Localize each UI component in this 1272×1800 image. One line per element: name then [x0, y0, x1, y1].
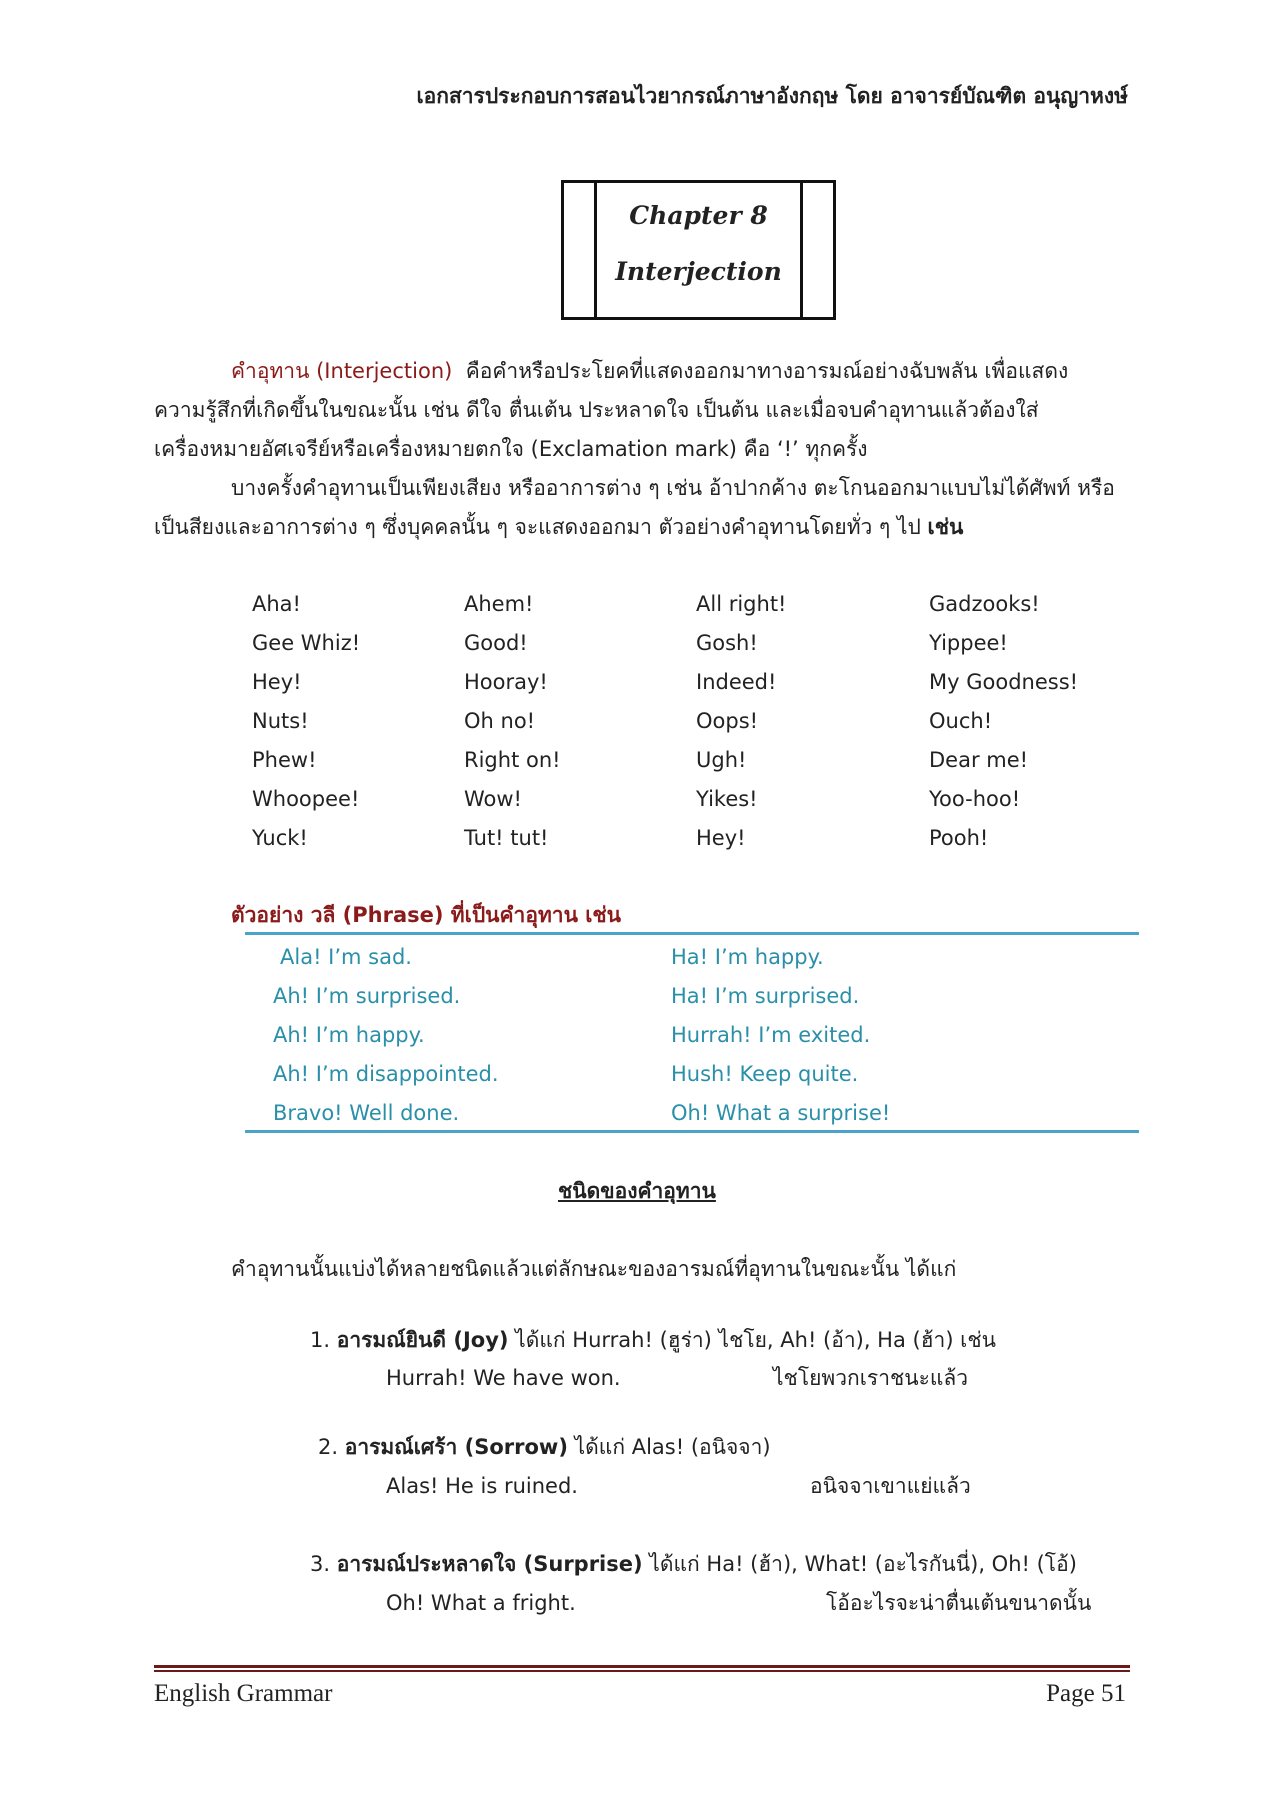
intro-line-2: ความรู้สึกที่เกิดขึ้นในขณะนั้น เช่น ดีใจ ตื่นเต้น ประหลาดใจ เป็นต้น และเมื่อจบคำอุทานแล้วต้องใส่: [154, 398, 1039, 422]
phrase-example: Oh! What a surprise!: [671, 1101, 891, 1125]
interjection-word: Tut! tut!: [464, 826, 549, 850]
footer-page-number: Page 51: [1046, 1680, 1126, 1707]
phrase-top-rule: [245, 932, 1139, 935]
phrase-example: Bravo! Well done.: [273, 1101, 460, 1125]
interjection-word: Ugh!: [696, 748, 747, 772]
type-item: [310, 1330, 996, 1351]
phrase-bottom-rule: [245, 1130, 1139, 1133]
interjection-word: Nuts!: [252, 709, 309, 733]
interjection-word: Dear me!: [929, 748, 1029, 772]
interjection-word: Gadzooks!: [929, 592, 1040, 616]
interjection-word: Ahem!: [464, 592, 534, 616]
types-title: ชนิดของคำอุทาน: [558, 1179, 716, 1203]
type-number: 1.: [310, 1328, 331, 1352]
phrase-example: Ala! I’m sad.: [280, 945, 412, 969]
type-number: 2.: [318, 1435, 339, 1459]
interjection-word: Good!: [464, 631, 528, 655]
interjection-word: Indeed!: [696, 670, 777, 694]
phrase-example: Ah! I’m disappointed.: [273, 1062, 499, 1086]
phrase-heading: ตัวอย่าง วลี (Phrase) ที่เป็นคำอุทาน เช่น: [231, 903, 622, 927]
phrase-example: Hurrah! I’m exited.: [671, 1023, 871, 1047]
type-item: [310, 1554, 1077, 1575]
type-name: อารมณ์เศร้า (Sorrow): [344, 1435, 568, 1459]
type-number: 3.: [310, 1552, 331, 1576]
footer-rule: [154, 1665, 1130, 1668]
interjection-word: Yuck!: [252, 826, 308, 850]
chapter-title: Interjection: [615, 257, 782, 286]
interjection-word: Oops!: [696, 709, 759, 733]
interjection-word: Gosh!: [696, 631, 758, 655]
interjection-word: Right on!: [464, 748, 561, 772]
interjection-word: Yippee!: [929, 631, 1008, 655]
intro-line-5: เป็นสียงและอาการต่าง ๆ ซึ่งบุคคลนั้น ๆ จะแสดงออกมา ตัวอย่างคำอุทานโดยทั่ว ๆ ไป เช่น: [154, 515, 964, 539]
footer-left: English Grammar: [154, 1680, 333, 1707]
interjection-word: Oh no!: [464, 709, 536, 733]
phrase-example: Ah! I’m happy.: [273, 1023, 425, 1047]
chapter-box: [561, 180, 836, 320]
interjection-word: Gee Whiz!: [252, 631, 361, 655]
type-desc: ได้แก่ Ha! (ฮ้า), What! (อะไรกันนี่), Oh! (โอ้): [649, 1552, 1077, 1576]
chapter-number: Chapter 8: [629, 201, 768, 230]
type-example-th: ไชโยพวกเราชนะแล้ว: [773, 1366, 969, 1390]
type-desc: ได้แก่ Alas! (อนิจจา): [574, 1435, 771, 1459]
type-example-th: อนิจจาเขาแย่แล้ว: [810, 1474, 971, 1498]
phrase-example: Hush! Keep quite.: [671, 1062, 859, 1086]
types-intro: คำอุทานนั้นแบ่งได้หลายชนิดแล้วแต่ลักษณะของอารมณ์ที่อุทานในขณะนั้น ได้แก่: [231, 1257, 957, 1281]
interjection-word: Hey!: [252, 670, 302, 694]
intro-term: คำอุทาน (Interjection): [231, 359, 453, 383]
intro-line-4: บางครั้งคำอุทานเป็นเพียงเสียง หรืออาการต่าง ๆ เช่น อ้าปากค้าง ตะโกนออกมาแบบไม่ได้ศัพท์ หรือ: [231, 476, 1115, 500]
type-example-en: Oh! What a fright.: [386, 1591, 576, 1615]
intro-line-1: คำอุทาน (Interjection) คือคำหรือประโยคที่แสดงออกมาทางอารมณ์อย่างฉับพลัน เพื่อแสดง: [231, 359, 1069, 383]
interjection-word: My Goodness!: [929, 670, 1079, 694]
intro-line-3: เครื่องหมายอัศเจรีย์หรือเครื่องหมายตกใจ (Exclamation mark) คือ ‘!’ ทุกครั้ง: [154, 437, 868, 461]
type-item: [318, 1437, 771, 1458]
phrase-example: Ah! I’m surprised.: [273, 984, 461, 1008]
interjection-word: Yikes!: [696, 787, 758, 811]
phrase-example: Ha! I’m surprised.: [671, 984, 860, 1008]
type-desc: ได้แก่ Hurrah! (ฮูร่า) ไชโย, Ah! (อ้า), Ha (ฮ้า) เช่น: [515, 1328, 996, 1352]
interjection-word: Ouch!: [929, 709, 993, 733]
interjection-word: Pooh!: [929, 826, 989, 850]
interjection-word: All right!: [696, 592, 787, 616]
type-example-th: โอ้อะไรจะน่าตื่นเต้นขนาดนั้น: [826, 1591, 1092, 1615]
type-name: อารมณ์ยินดี (Joy): [336, 1328, 509, 1352]
interjection-word: Hooray!: [464, 670, 548, 694]
interjection-word: Whoopee!: [252, 787, 360, 811]
interjection-word: Yoo-hoo!: [929, 787, 1021, 811]
type-example-en: Hurrah! We have won.: [386, 1366, 621, 1390]
interjection-word: Wow!: [464, 787, 522, 811]
phrase-example: Ha! I’m happy.: [671, 945, 824, 969]
interjection-word: Hey!: [696, 826, 746, 850]
page-header: เอกสารประกอบการสอนไวยากรณ์ภาษาอังกฤษ โดย อาจารย์บัณฑิต อนุญาหงษ์: [416, 84, 1128, 108]
footer-rule-thin: [154, 1670, 1130, 1672]
interjection-word: Phew!: [252, 748, 317, 772]
type-example-en: Alas! He is ruined.: [386, 1474, 578, 1498]
type-name: อารมณ์ประหลาดใจ (Surprise): [336, 1552, 643, 1576]
interjection-word: Aha!: [252, 592, 301, 616]
